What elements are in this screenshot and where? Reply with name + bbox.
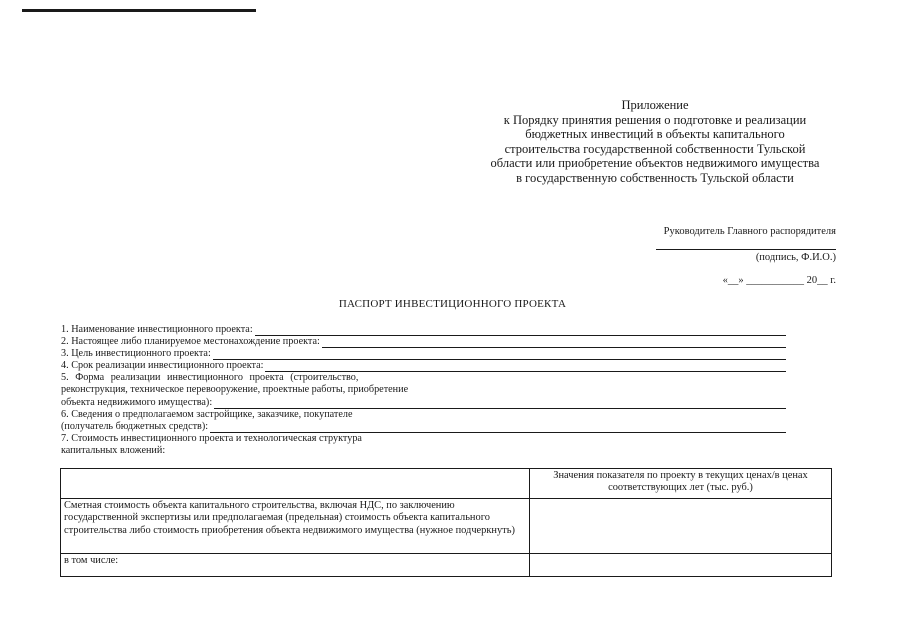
item-project-location — [61, 336, 786, 348]
item-project-name-label: 1. Наименование инвестиционного проекта: — [61, 324, 253, 335]
item-developer — [61, 421, 786, 433]
appendix-line-4: строительства государственной собственности Тульской — [504, 141, 806, 156]
table-row-estimated-cost-label: Сметная стоимость объекта капитального строительства, включая НДС, по заключению государственной экспертизы или предполагаемая (предельная) стоимость объекта капитального строительства либо стоимость приобретения объекта недвижимого имущества (нужное подчеркнуть) — [61, 499, 530, 554]
item-project-location-label: 2. Настоящее либо планируемое местонахождение проекта: — [61, 336, 320, 348]
appendix-line-5: области или приобретение объектов недвижимого имущества — [490, 156, 820, 170]
item-developer-field[interactable] — [210, 423, 786, 433]
approval-date-field[interactable]: «__» ___________ 20__ г. — [722, 275, 836, 286]
document-title: ПАСПОРТ ИНВЕСТИЦИОННОГО ПРОЕКТА — [338, 298, 567, 310]
item-project-term — [61, 360, 786, 372]
approval-block — [560, 226, 836, 286]
item-form-line-2: реконструкция, техническое перевооружение, проектные работы, приобретение — [61, 384, 409, 396]
table-row — [61, 469, 832, 499]
approver-title: Руководитель Главного распорядителя — [663, 226, 836, 237]
item-project-name — [61, 324, 786, 336]
item-project-goal-label: 3. Цель инвестиционного проекта: — [61, 348, 211, 360]
signature-caption: (подпись, Ф.И.О.) — [755, 252, 836, 263]
item-project-goal-field[interactable] — [213, 350, 786, 360]
item-project-location-field[interactable] — [322, 338, 786, 348]
appendix-line-2: к Порядку принятия решения о подготовке и реализации — [503, 112, 807, 127]
item-form-field[interactable] — [214, 399, 786, 409]
item-project-goal — [61, 348, 786, 360]
item-project-term-field[interactable] — [265, 362, 786, 372]
item-developer-label: (получатель бюджетных средств): — [61, 420, 209, 432]
table-row-estimated-cost-value[interactable] — [530, 499, 832, 554]
passport-items — [61, 324, 786, 457]
appendix-line-6: в государственную собственность Тульской области — [516, 170, 794, 185]
item-cost-line-1: 7. Стоимость инвестиционного проекта и технологическая структура — [61, 432, 362, 444]
table-row-including-label: в том числе: — [61, 554, 530, 577]
table-row-including-value[interactable] — [530, 554, 832, 577]
table-row — [61, 554, 832, 577]
appendix-line-3: бюджетных инвестиций в объекты капитального — [525, 127, 785, 141]
appendix-line-1: Приложение — [621, 98, 689, 112]
item-form — [61, 397, 786, 409]
item-developer-line-1: 6. Сведения о предполагаемом застройщике, заказчике, покупателе — [61, 408, 353, 420]
item-form-line-1: 5. Форма реализации инвестиционного проекта (строительство, — [61, 372, 359, 384]
item-project-term-label: 4. Срок реализации инвестиционного проекта: — [61, 360, 264, 372]
signature-line[interactable] — [656, 249, 836, 250]
item-project-name-field[interactable] — [255, 326, 786, 336]
table-header-value: Значения показателя по проекту в текущих ценах/в ценах соответствующих лет (тыс. руб.) — [530, 469, 832, 499]
item-cost-line-2: капитальных вложений: — [61, 444, 166, 456]
appendix-header — [440, 98, 870, 185]
table-header-empty-cell — [61, 469, 530, 499]
top-decorative-line — [22, 9, 256, 12]
cost-table — [60, 468, 832, 577]
table-row — [61, 499, 832, 554]
item-form-label: объекта недвижимого имущества): — [61, 396, 213, 408]
